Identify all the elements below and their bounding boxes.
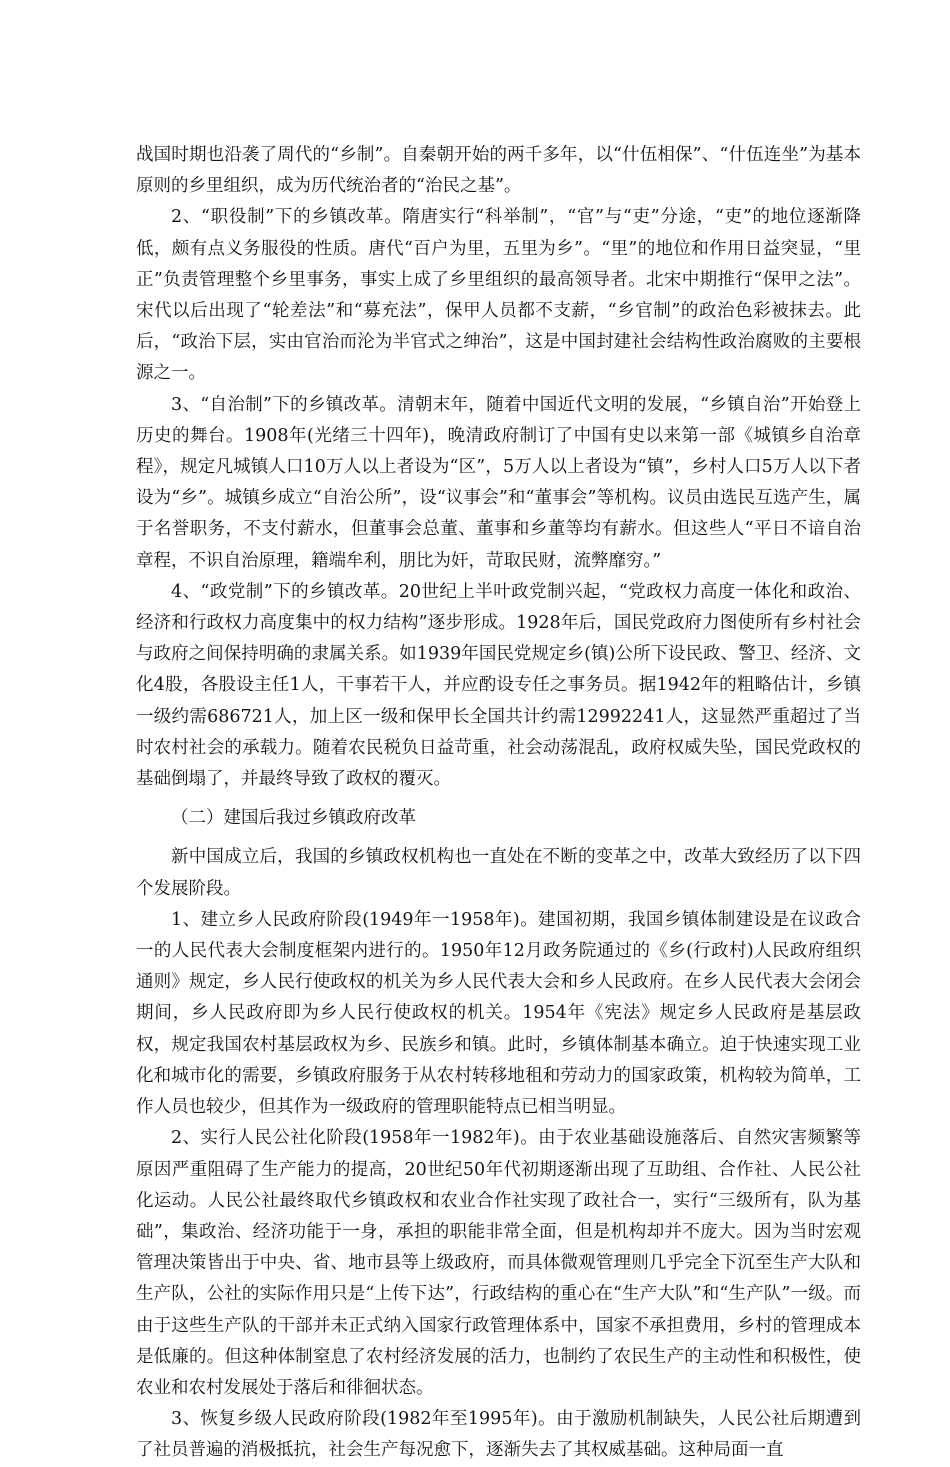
paragraph-zizhi: 3、“自治制”下的乡镇改革。清朝末年，随着中国近代文明的发展，“乡镇自治”开始登上历史的舞台。1908年(光绪三十四年)，晚清政府制订了中国有史以来第一部《城镇乡自治章程》，规定凡城镇人口10万人以上者设为“区”，5万人以上者设为“镇”，乡村人口5万人以下者设为“乡”。城镇乡成立“自治公所”，设“议事会”和“董事会”等机构。议员由选民互选产生，属于名誉职务，不支付薪水，但董事会总董、董事和乡董等均有薪水。但这些人“平日不谙自治章程，不识自治原理，籍端牟利，朋比为奸，苛取民财，流弊靡穷。” xyxy=(136,394,861,571)
document-page xyxy=(136,140,861,1467)
section-heading: （二）建国后我过乡镇政府改革 xyxy=(171,808,416,829)
paragraph-new-china: 新中国成立后，我国的乡镇政权机构也一直处在不断的变革之中，改革大致经历了以下四个发展阶段。 xyxy=(136,847,861,899)
paragraph-stage-1: 1、建立乡人民政府阶段(1949年一1958年)。建国初期，我国乡镇体制建设是在议政合一的人民代表大会制度框架内进行的。1950年12月政务院通过的《乡(行政村)人民政府组织通则》规定，乡人民行使政权的机关为乡人民代表大会和乡人民政府。在乡人民代表大会闭会期间，乡人民政府即为乡人民行使政权的机关。1954年《宪法》规定乡人民政府是基层政权，规定我国农村基层政权为乡、民族乡和镇。此时，乡镇体制基本确立。迫于快速实现工业化和城市化的需要，乡镇政府服务于从农村转移地租和劳动力的国家政策，机构较为简单，工作人员也较少，但其作为一级政府的管理职能特点已相当明显。 xyxy=(136,909,861,1118)
paragraph-stage-3: 3、恢复乡级人民政府阶段(1982年至1995年)。由于激励机制缺失，人民公社后期遭到了社员普遍的消极抵抗，社会生产每况愈下，逐渐失去了其权威基础。这种局面一直 xyxy=(136,1409,861,1461)
paragraph-zhengdang: 4、“政党制”下的乡镇改革。20世纪上半叶政党制兴起，“党政权力高度一体化和政治、经济和行政权力高度集中的权力结构”逐步形成。1928年后，国民党政府力图使所有乡村社会与政府之间保持明确的隶属关系。如1939年国民党规定乡(镇)公所下设民政、警卫、经济、文化4股，各股设主任1人，干事若干人，并应酌设专任之事务员。据1942年的粗略估计，乡镇一级约需686721人，加上区一级和保甲长全国共计约需12992241人，这显然严重超过了当时农村社会的承载力。随着农民税负日益苛重，社会动荡混乱，政府权威失坠，国民党政权的基础倒塌了，并最终导致了政权的覆灭。 xyxy=(136,581,861,790)
paragraph-intro: 战国时期也沿袭了周代的“乡制”。自秦朝开始的两千多年，以“什伍相保”、“什伍连坐”为基本原则的乡里组织，成为历代统治者的“治民之基”。 xyxy=(136,145,861,197)
paragraph-zhiyi: 2、“职役制”下的乡镇改革。隋唐实行“科举制”，“官”与“吏”分途，“吏”的地位逐渐降低，颇有点义务服役的性质。唐代“百户为里，五里为乡”。“里”的地位和作用日益突显，“里正”负责管理整个乡里事务，事实上成了乡里组织的最高领导者。北宋中期推行“保甲之法”。宋代以后出现了“轮差法”和“募充法”，保甲人员都不支薪，“乡官制”的政治色彩被抹去。此后，“政治下层，实由官治而沦为半官式之绅治”，这是中国封建社会结构性政治腐败的主要根源之一。 xyxy=(136,207,861,384)
paragraph-stage-2: 2、实行人民公社化阶段(1958年一1982年)。由于农业基础设施落后、自然灾害频繁等原因严重阻碍了生产能力的提高，20世纪50年代初期逐渐出现了互助组、合作社、人民公社化运动。人民公社最终取代乡镇政权和农业合作社实现了政社合一，实行“三级所有，队为基础”，集政治、经济功能于一身，承担的职能非常全面，但是机构却并不庞大。因为当时宏观管理决策皆出于中央、省、地市县等上级政府，而具体微观管理则几乎完全下沉至生产大队和生产队，公社的实际作用只是“上传下达”，行政结构的重心在“生产大队”和“生产队”一级。而由于这些生产队的干部并未正式纳入国家行政管理体系中，国家不承担费用，乡村的管理成本是低廉的。但这种体制窒息了农村经济发展的活力，也制约了农民生产的主动性和积极性，使农业和农村发展处于落后和徘徊状态。 xyxy=(136,1128,861,1398)
